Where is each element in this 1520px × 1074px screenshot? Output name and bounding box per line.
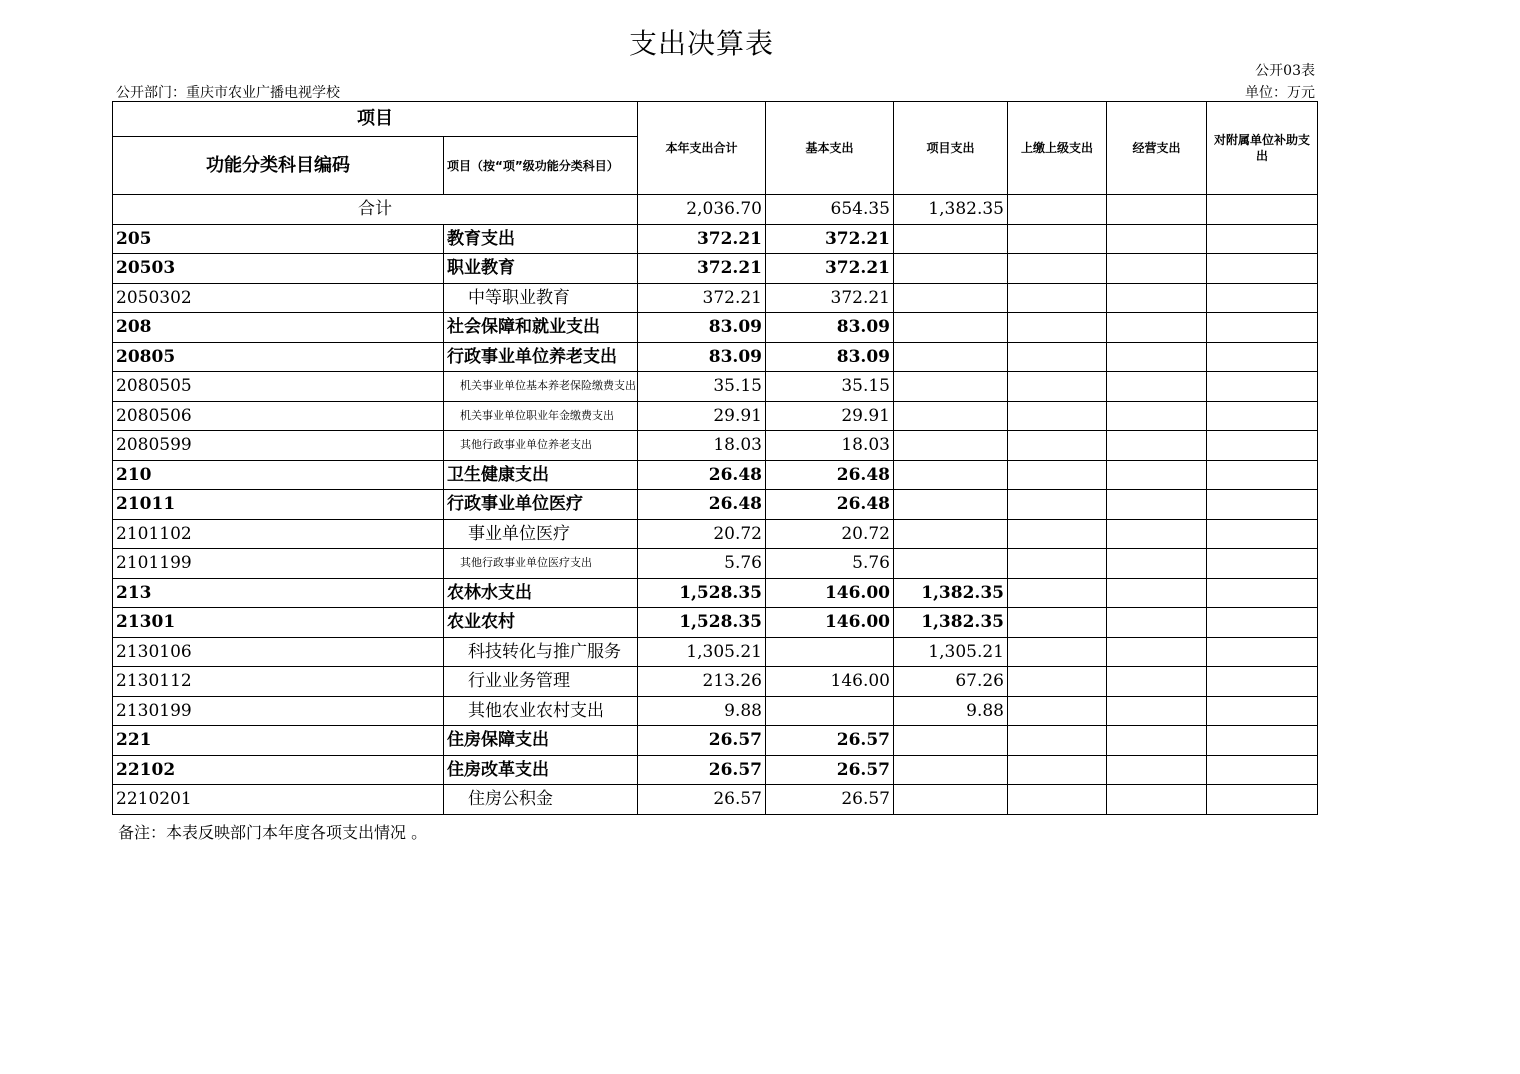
header-total: 本年支出合计	[638, 102, 766, 195]
row-upper	[1008, 608, 1107, 638]
row-code: 2130112	[113, 667, 444, 697]
table-row	[113, 755, 1318, 785]
table-row	[113, 637, 1318, 667]
table-row	[113, 224, 1318, 254]
table-row	[113, 785, 1318, 815]
row-name: 农业农村	[444, 608, 638, 638]
row-project	[894, 342, 1008, 372]
row-business	[1107, 313, 1207, 343]
row-business	[1107, 372, 1207, 402]
row-code: 2130199	[113, 696, 444, 726]
row-subsidy	[1207, 696, 1318, 726]
row-subsidy	[1207, 342, 1318, 372]
row-total: 372.21	[638, 254, 766, 284]
row-basic: 83.09	[766, 342, 894, 372]
row-name: 住房公积金	[444, 785, 638, 815]
row-upper	[1008, 431, 1107, 461]
row-name: 机关事业单位职业年金缴费支出	[444, 401, 638, 431]
header-business: 经营支出	[1107, 102, 1207, 195]
total-upper	[1008, 195, 1107, 225]
row-basic: 372.21	[766, 254, 894, 284]
row-name: 住房保障支出	[444, 726, 638, 756]
row-basic: 26.48	[766, 490, 894, 520]
row-code: 20805	[113, 342, 444, 372]
row-business	[1107, 785, 1207, 815]
row-subsidy	[1207, 637, 1318, 667]
row-code: 2080505	[113, 372, 444, 402]
row-name: 事业单位医疗	[444, 519, 638, 549]
row-project: 1,305.21	[894, 637, 1008, 667]
table-row	[113, 490, 1318, 520]
row-basic: 372.21	[766, 283, 894, 313]
expenditure-table	[112, 101, 1318, 815]
row-code: 21301	[113, 608, 444, 638]
row-upper	[1008, 755, 1107, 785]
row-total: 9.88	[638, 696, 766, 726]
table-row	[113, 696, 1318, 726]
row-subsidy	[1207, 785, 1318, 815]
header-upper: 上缴上级支出	[1008, 102, 1107, 195]
row-total: 83.09	[638, 342, 766, 372]
row-total: 372.21	[638, 283, 766, 313]
header-subsidy: 对附属单位补助支出	[1207, 102, 1318, 195]
row-business	[1107, 460, 1207, 490]
header-code: 功能分类科目编码	[113, 137, 444, 195]
table-row	[113, 519, 1318, 549]
row-basic: 5.76	[766, 549, 894, 579]
row-upper	[1008, 696, 1107, 726]
row-project	[894, 726, 1008, 756]
row-basic: 35.15	[766, 372, 894, 402]
row-subsidy	[1207, 254, 1318, 284]
table-row	[113, 283, 1318, 313]
row-total: 26.57	[638, 726, 766, 756]
row-name: 住房改革支出	[444, 755, 638, 785]
row-code: 2130106	[113, 637, 444, 667]
total-business	[1107, 195, 1207, 225]
row-total: 26.48	[638, 460, 766, 490]
row-project: 1,382.35	[894, 608, 1008, 638]
row-upper	[1008, 283, 1107, 313]
header-item: 项目	[113, 102, 638, 137]
row-upper	[1008, 549, 1107, 579]
row-code: 210	[113, 460, 444, 490]
note: 备注：本表反映部门本年度各项支出情况 。	[118, 823, 428, 842]
row-total: 213.26	[638, 667, 766, 697]
header-basic: 基本支出	[766, 102, 894, 195]
row-project	[894, 785, 1008, 815]
row-basic: 26.57	[766, 755, 894, 785]
row-code: 213	[113, 578, 444, 608]
row-total: 26.57	[638, 755, 766, 785]
row-basic: 83.09	[766, 313, 894, 343]
row-basic	[766, 696, 894, 726]
table-row	[113, 372, 1318, 402]
row-business	[1107, 578, 1207, 608]
row-subsidy	[1207, 372, 1318, 402]
row-project: 67.26	[894, 667, 1008, 697]
row-total: 372.21	[638, 224, 766, 254]
row-business	[1107, 726, 1207, 756]
table-row	[113, 726, 1318, 756]
row-subsidy	[1207, 549, 1318, 579]
row-subsidy	[1207, 667, 1318, 697]
row-upper	[1008, 785, 1107, 815]
table-row	[113, 608, 1318, 638]
row-project	[894, 401, 1008, 431]
row-upper	[1008, 726, 1107, 756]
row-project	[894, 224, 1008, 254]
unit-label: 单位：万元	[1245, 85, 1315, 101]
row-subsidy	[1207, 578, 1318, 608]
total-basic: 654.35	[766, 195, 894, 225]
table-row	[113, 549, 1318, 579]
row-project	[894, 372, 1008, 402]
row-name: 行政事业单位医疗	[444, 490, 638, 520]
row-total: 20.72	[638, 519, 766, 549]
row-project	[894, 755, 1008, 785]
row-project	[894, 313, 1008, 343]
row-total: 1,305.21	[638, 637, 766, 667]
row-business	[1107, 431, 1207, 461]
row-total: 18.03	[638, 431, 766, 461]
department-label: 公开部门：重庆市农业广播电视学校	[116, 85, 340, 101]
row-subsidy	[1207, 519, 1318, 549]
row-subsidy	[1207, 726, 1318, 756]
row-code: 2210201	[113, 785, 444, 815]
row-upper	[1008, 578, 1107, 608]
row-code: 221	[113, 726, 444, 756]
row-code: 2101199	[113, 549, 444, 579]
row-basic: 146.00	[766, 578, 894, 608]
row-subsidy	[1207, 431, 1318, 461]
row-upper	[1008, 254, 1107, 284]
row-code: 2080599	[113, 431, 444, 461]
row-project	[894, 460, 1008, 490]
row-basic: 18.03	[766, 431, 894, 461]
row-upper	[1008, 490, 1107, 520]
header-project: 项目支出	[894, 102, 1008, 195]
row-name: 社会保障和就业支出	[444, 313, 638, 343]
row-upper	[1008, 519, 1107, 549]
total-subsidy	[1207, 195, 1318, 225]
row-basic: 26.57	[766, 785, 894, 815]
table-row	[113, 460, 1318, 490]
table-row	[113, 667, 1318, 697]
row-business	[1107, 519, 1207, 549]
total-label: 合计	[113, 195, 638, 225]
table-row	[113, 431, 1318, 461]
row-project	[894, 519, 1008, 549]
row-basic: 146.00	[766, 667, 894, 697]
row-name: 机关事业单位基本养老保险缴费支出	[444, 372, 638, 402]
row-code: 208	[113, 313, 444, 343]
row-code: 22102	[113, 755, 444, 785]
row-total: 5.76	[638, 549, 766, 579]
total-project: 1,382.35	[894, 195, 1008, 225]
row-upper	[1008, 224, 1107, 254]
row-total: 26.48	[638, 490, 766, 520]
row-upper	[1008, 401, 1107, 431]
table-row	[113, 254, 1318, 284]
row-upper	[1008, 637, 1107, 667]
row-upper	[1008, 460, 1107, 490]
row-subsidy	[1207, 608, 1318, 638]
row-upper	[1008, 667, 1107, 697]
row-business	[1107, 283, 1207, 313]
table-row	[113, 313, 1318, 343]
row-code: 2050302	[113, 283, 444, 313]
row-subsidy	[1207, 755, 1318, 785]
row-name: 行业业务管理	[444, 667, 638, 697]
row-name: 其他农业农村支出	[444, 696, 638, 726]
row-total: 26.57	[638, 785, 766, 815]
row-project: 1,382.35	[894, 578, 1008, 608]
row-basic: 20.72	[766, 519, 894, 549]
form-number: 公开03表	[1255, 63, 1315, 79]
row-business	[1107, 696, 1207, 726]
row-project	[894, 283, 1008, 313]
page-title: 支出决算表	[628, 27, 774, 60]
row-total: 29.91	[638, 401, 766, 431]
row-basic: 26.48	[766, 460, 894, 490]
row-project	[894, 431, 1008, 461]
row-business	[1107, 637, 1207, 667]
row-business	[1107, 755, 1207, 785]
row-name: 其他行政事业单位养老支出	[444, 431, 638, 461]
row-basic: 372.21	[766, 224, 894, 254]
row-project	[894, 490, 1008, 520]
row-subsidy	[1207, 490, 1318, 520]
row-basic: 29.91	[766, 401, 894, 431]
row-business	[1107, 490, 1207, 520]
row-name: 职业教育	[444, 254, 638, 284]
row-subsidy	[1207, 313, 1318, 343]
row-subsidy	[1207, 460, 1318, 490]
row-basic	[766, 637, 894, 667]
header-row-1	[113, 102, 1318, 137]
row-business	[1107, 401, 1207, 431]
row-subsidy	[1207, 401, 1318, 431]
row-code: 205	[113, 224, 444, 254]
table-row	[113, 578, 1318, 608]
row-total: 1,528.35	[638, 578, 766, 608]
row-name: 中等职业教育	[444, 283, 638, 313]
row-upper	[1008, 342, 1107, 372]
row-subsidy	[1207, 283, 1318, 313]
row-project	[894, 254, 1008, 284]
row-business	[1107, 667, 1207, 697]
row-code: 2080506	[113, 401, 444, 431]
row-upper	[1008, 372, 1107, 402]
row-name: 农林水支出	[444, 578, 638, 608]
row-basic: 146.00	[766, 608, 894, 638]
table-row	[113, 342, 1318, 372]
row-upper	[1008, 313, 1107, 343]
row-name: 卫生健康支出	[444, 460, 638, 490]
row-business	[1107, 342, 1207, 372]
row-business	[1107, 608, 1207, 638]
row-business	[1107, 549, 1207, 579]
row-project	[894, 549, 1008, 579]
row-name: 教育支出	[444, 224, 638, 254]
total-row	[113, 195, 1318, 225]
row-basic: 26.57	[766, 726, 894, 756]
row-subsidy	[1207, 224, 1318, 254]
row-business	[1107, 224, 1207, 254]
row-name: 科技转化与推广服务	[444, 637, 638, 667]
row-total: 35.15	[638, 372, 766, 402]
row-total: 1,528.35	[638, 608, 766, 638]
header-name: 项目（按“项”级功能分类科目）	[444, 137, 638, 195]
total-total: 2,036.70	[638, 195, 766, 225]
row-project: 9.88	[894, 696, 1008, 726]
row-code: 2101102	[113, 519, 444, 549]
row-business	[1107, 254, 1207, 284]
row-code: 21011	[113, 490, 444, 520]
row-total: 83.09	[638, 313, 766, 343]
row-name: 行政事业单位养老支出	[444, 342, 638, 372]
row-code: 20503	[113, 254, 444, 284]
row-name: 其他行政事业单位医疗支出	[444, 549, 638, 579]
table-row	[113, 401, 1318, 431]
